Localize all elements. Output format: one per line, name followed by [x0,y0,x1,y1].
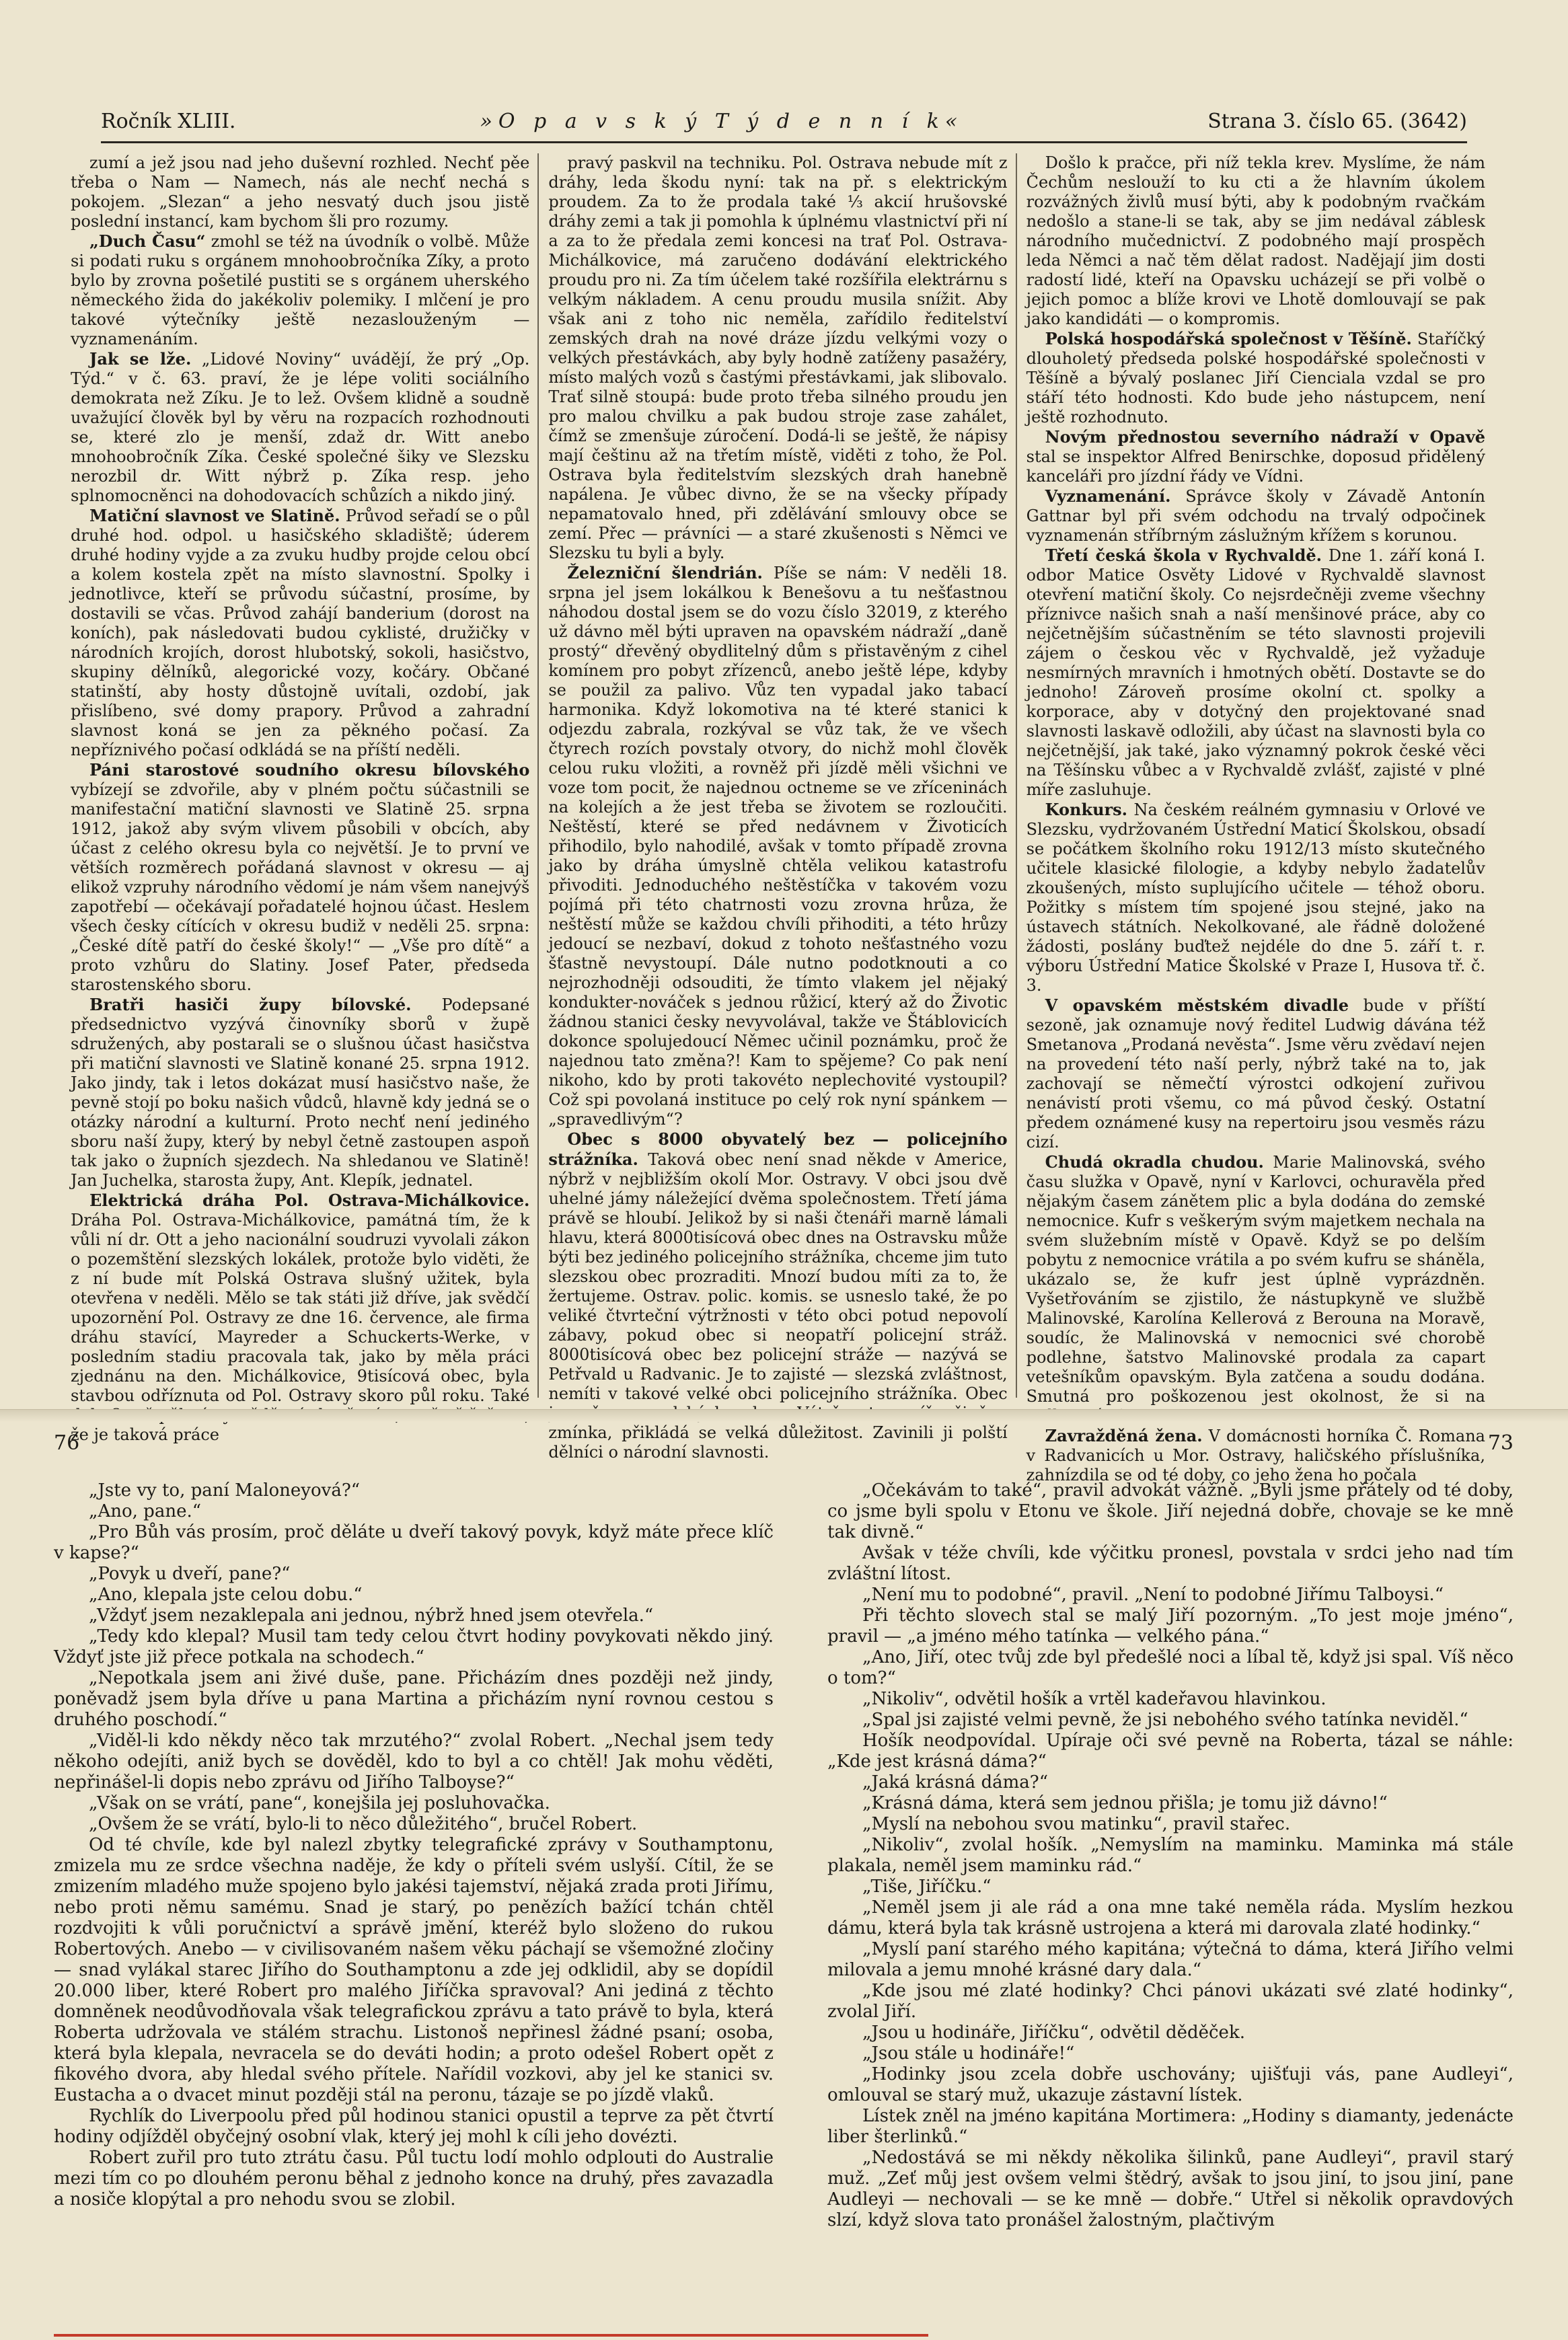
newspaper-title: »O p a v s k ý T ý d e n n í k« [480,109,964,133]
book-paragraph: „Tiše, Jiříčku.“ [862,1877,992,1897]
book-paragraph: „Není mu to podobné“, pravil. „Není to podobné Jiřímu Talboysi.“ [862,1585,1444,1605]
book-paragraph: „Jaká krásná dáma?“ [862,1772,1048,1792]
article-text: zumí a jež jsou nad jeho duševní rozhled. Nechť pěe třeba o Nam — Namech, nás ale nechť nechá s pokojem. „Slezan“ a jeho nesvatý duch jsou jistě poslední instancí, kam bychom šli pro rozumy. [71,153,530,231]
article-paragraph [1026,1152,1485,1426]
article-paragraph [1026,800,1485,995]
book-paragraph: „Myslí paní starého mého kapitána; výtečná to dáma, která Jiřího velmi milovala a jemu mnohé krásné dary dala.“ [827,1939,1514,1980]
book-paragraph: Hošík neodpovídal. Upíraje oči své pevně na Roberta, tázal se náhle: „Kde jest krásná dáma?“ [827,1731,1514,1772]
article-paragraph [548,153,1007,563]
book-paragraph: „Ovšem že se vrátí, bylo-li to něco důležitého“, bručel Robert. [89,1814,638,1834]
column-3 [1026,153,1493,1484]
article-heading: Konkurs. [1045,800,1128,819]
article-paragraph [71,995,529,1191]
book-paragraph: „Kde jsou mé zlaté hodinky? Chci pánovi ukázati své zlaté hodinky“, zvolal Jiří. [827,1981,1514,2022]
book-page-right [827,1433,1514,2273]
article-heading: Novým přednostou severního nádraží v Opavě [1045,427,1485,447]
book-paragraph: „Nepotkala jsem ani živé duše, pane. Přicházím dnes později než jindy, poněvadž jsem byla dříve u pana Martina a přicházím nyní rovnou cestou s druhého poschodí.“ [54,1668,774,1730]
book-paragraph: „Jste vy to, paní Maloneyová?“ [89,1480,361,1501]
article-heading: Matiční slavnost ve Slatině. [89,506,340,525]
book-paragraph: Avšak v téže chvíli, kde výčitku pronesl, povstala v srdci jeho nad tím zvláštní lítost. [827,1543,1514,1584]
article-text: Podepsané předsednictvo vyzývá činovníky sborů v župě sdružených, aby postarali se o slušnou účast hasičstva při matiční slavnosti ve Slatině konané 25. srpna 1912. Jako jindy, tak i letos dokázat musí hasičstvo naše, že pevně stojí po boku našich vůdců, hlavně kdy jedná se o otázky národní a kulturní. Proto nechť není jediného sboru naší župy, který by nebyl četně zastoupen aspoň tak jako o župních sjezdech. Na shledanou ve Slatině! Jan Juchelka, starosta župy, Ant. Klepík, jednatel. [71,995,530,1190]
book-paragraph: Od té chvíle, kde byl nalezl zbytky telegrafické zprávy v Southamptonu, zmizela mu ze srdce všechna naděje, že kdy o příteli svém uslyší. Cítil, že se zmizením mladého muže spojeno bylo jakési tajemství, nějaká zrada proti Jiřímu, nebo proti němu samému. Snad je starý, po penězích bažící tchán chtěl rozdvojiti k vůli poručnictví a správě jmění, kteréž bylo složeno do rukou Robertových. Anebo — v civilisovaném našem věku páchají se všemožné zločiny — snad vylákal starec Jiřího do Southamptonu a zde jej odklidil, aby se dopídil 20.000 liber, které Robert pro malého Jiříčka spravoval? Ani jediná z těchto domněnek neodůvodňovala však telegrafickou zprávu a tato právě to byla, která Roberta udržovala ve stálém strachu. Listonoš nepřinesl žádné psaní; osoba, která byla klepala, nevracela se do deváti hodin; a proto odešel Robert opět z fikového dvora, aby hledal svého přítele. Nařídil vozkovi, aby jel ke stanici sv. Eustacha a o dvacet minut později stál na peronu, tázaje se po jízdě vlaků. [54,1835,774,2105]
book-paragraph: Rychlík do Liverpoolu před půl hodinou stanici opustil a teprve za pět čtvrtí hodiny odjížděl obyčejný osobní vlak, který jej mohl k cíli jeho dovézti. [54,2106,774,2147]
book-paragraph: „Nedostává se mi někdy několika šilinků, pane Audleyi“, pravil starý muž. „Zeť můj jest ovšem velmi štědrý, avšak to jsou jiní, to jsou jiní, pane Audleyi — nechovali — se ke mně — dobře.“ Utřel si několik opravdových slzí, když slova tato pronášel žalostným, plačtivým [827,2148,1514,2230]
article-text: Píše se nám: V neděli 18. srpna jel jsem lokálkou k Benešovu a tu nešťastnou náhodou dostal jsem se do vozu číslo 32019, z kterého už dávno měl býti upraven na opavském nádraží „daně prostý“ dřevěný obydlitelný dům s přistavěným z cihel komínem pro pobyt zřízenců, anebo ještě lépe, kdyby se použil za palivo. Vůz ten vypadal jako tabací harmonika. Když lokomotiva na té které stanici k odjezdu zabrala, rozkýval se vůz tak, že ve všech čtyrech rozích povstaly otvory, do nichž mohl člověk celou ruku vložiti, a rovněž při jízdě měli všichni ve voze tom pocit, že najednou octneme se ve zříceninách na kolejích a že jest třeba se životem se rozloučiti. Neštěstí, které se před nedávnem v Životicích přihodilo, bylo nahodilé, avšak v tomto případě zrovna jako by dráha úmyslně chtěla velikou katastrofu přivoditi. Jednoduchého neštěstíčka v takovém vozu pojímá při této chatrnosti vozu zrovna hrůza, že neštěstí může se každou chvíli přihoditi, a této hrůzy jedoucí se nezbaví, dokud z tohoto nešťastného vozu šťastně nevystoupí. Dále nutno podotknouti a co nejrozhodněji odsouditi, že tímto vlakem jel nějaký kondukter-nováček s jednou růžicí, který až do Životic žádnou stanici česky nevyvolával, takže ve Štáblovicích dokonce spolujedoucí Němec učinil poznámku, proč že najednou tato změna?! Kam to spějeme? Co pak není nikoho, kdo by proti takovéto neplechovité vystoupil? Což spi povolaná instituce po celý rok nyní spánkem — „spravedlivým“? [548,564,1008,1129]
book-paragraph: „Krásná dáma, která sem jednou přišla; je tomu již dávno!“ [862,1793,1388,1813]
article-text: Na českém reálném gymnasiu v Orlové ve Slezsku, vydržovaném Ústřední Maticí Školskou, obsadí se počátkem školního roku 1912/13 místo skutečného učitele klasické filologie, a kdyby nebylo žadatelův zkoušených, místo suplujícího učitele — téhož oboru. Požitky s místem tím spojené jsou stejné, jako na ústavech státních. Nekolkované, ale řádně doložené žádosti, poslány buďtež nejdéle do dne 5. září t. r. výboru Ústřední Matice Školské v Praze I, Husova tř. č. 3. [1026,800,1485,995]
book-paragraph: „Myslí na nebohou svou matinku“, pravil stařec. [862,1814,1291,1834]
book-paragraph: „Hodinky jsou zcela dobře uschovány; ujišťuji vás, pane Audleyi“, omlouval se starý muž, ukazuje zástavní lístek. [827,2064,1514,2105]
article-paragraph [71,506,529,760]
article-heading: Obec s 8000 obyvatelý bez — policejního strážníka. [548,1129,1008,1169]
article-paragraph [71,760,529,995]
book-paragraph: Při těchto slovech stal se malý Jiří pozorným. „To jest moje jméno“, pravil — „a jméno mého tatínka — velkého pána.“ [827,1606,1514,1647]
book-paragraph: „Ano, Jiří, otec tvůj zde byl předešlé noci a líbal tě, když jsi spal. Víš něco o tom?“ [827,1647,1514,1688]
article-heading: Železniční šlendrián. [567,563,763,582]
article-text: Dne 1. září koná I. odbor Matice Osvěty Lidové v Rychvaldě slavnost otevření matiční školy. Co nejsrdečněji zveme všechny příznivce našich snah a naší menšinové práce, aby co nejčetnějším súčastněním se této slavnosti projevili zájem o českou věc v Rychvaldě, jež vyžaduje nesmírných mravních i hmotných obětí. Dostavte se do jednoho! Zároveň prosíme okolní ct. spolky a korporace, aby v dotyčný den projektované snad slavnosti laskavě odložili, aby účast na slavnosti byla co nejčetnější, jak také, jako významný pokrok české věci na Těšínsku vůbec a v Rychvaldě zvlášť, zajisté v plné míře zasluhuje. [1026,546,1485,799]
newspaper-columns [71,153,1493,1484]
book-paragraph: „Spal jsi zajisté velmi pevně, že jsi nebohého svého tatínka neviděl.“ [862,1710,1468,1730]
article-text: Taková obec není snad někde v Americe, nýbrž v nejbližším okolí Mor. Ostravy. V obci jsou dvě uhelné jámy náležející dvěma společnostem. Třetí jáma právě se hloubí. Jelikož by si naši čtenáři marně lámali hlavu, která 8000tisícová obec dnes na Ostravsku může býti bez jediného policejního strážníka, chceme jim tuto slezskou obec prozraditi. Mnozí budou míti za to, že žertujeme. Ostrav. polic. komis. se usneslo také, že po veliké čtvrteční výtržnosti v této obci potud nepovolí zábavy, pokud obec si neopatří policejní stráž. 8000tisícová obec bez policejní stráže — nazývá se Petřvald u Radvanic. Je to zajisté — slezská zvláštnost, nemíti v takové velké obci policejního strážníka. Obec zmínka, přikládá se velká důležitost. Zavinili ji polští dělníci o národní slavnosti. [548,1150,1008,1462]
book-page-number-right: 73 [1487,1431,1514,1455]
article-paragraph [548,563,1007,1129]
book-paragraph: „Vždyť jsem nezaklepala ani jednou, nýbrž hned jsem otevřela.“ [89,1606,654,1626]
article-text: Staříčký dlouholetý předseda polské hospodářské společnosti v Těšíně a bývalý poslanec Jiří Cienciala vzdal se pro stáří této hodnosti. Kdo bude jeho nástupcem, není ještě rozhodnuto. [1026,330,1485,426]
book-page-left [54,1433,774,2273]
article-heading: Polská hospodářská společnost v Těšíně. [1045,329,1412,348]
article-paragraph [71,153,529,231]
article-text: Správce školy v Závadě Antonín Gattnar byl při svém odchodu na trvalý odpočinek vyznamenán stříbrným záslužným křížem s korunou. [1026,487,1485,545]
article-paragraph [1026,329,1485,427]
book-paragraph: „Jsou stále u hodináře!“ [862,2043,1075,2064]
book-paragraph: „Očekávám to také“, pravil advokát vážně. „Byli jsme přátely od té doby, co jsme byli spolu v Etonu ve škole. Jiří nejedná dobře, chovaje se ke mně tak divně.“ [827,1480,1514,1542]
article-text: vybízejí se zdvořile, aby v plném počtu súčastnili se manifestační matiční slavnosti ve Slatině 25. srpna 1912, jakož aby svým vlivem působili v obcích, aby účast z celého okresu byla co největší. Je to první ve větších rozměrech pořádaná slavnost v okresu — aj elikož vzpruhy národního vědomí je nám všem nanejvýš zapotřebí — očekávají pořadatelé hojnou účast. Heslem všech česky cítících v okresu budiž v neděli 25. srpna: „České dítě patří do české školy!“ — „Vše pro dítě“ a proto vzhůru do Slatiny. Josef Pater, předseda starostenského sboru. [71,780,530,994]
book-page-number-left: 76 [54,1431,80,1455]
book-paragraph: „Pro Bůh vás prosím, proč děláte u dveří takový povyk, když máte přece klíč v kapse?“ [54,1522,774,1563]
book-paragraph: „Viděl-li kdo někdy něco tak mrzutého?“ zvolal Robert. „Nechal jsem tedy někoho odejíti, aniž bych se dověděl, kdo to byl a co chtěl! Jak mohu věděti, nepřinášel-li dopis nebo zprávu od Jiřího Talboyse?“ [54,1731,774,1792]
article-heading: Páni starostové soudního okresu bílovského [89,760,530,780]
book-paragraph: „Ano, pane.“ [89,1501,202,1521]
book-paragraph: „Tedy kdo klepal? Musil tam tedy celou čtvrt hodiny povykovati někdo jiný. Vždyť jste již přece potkala na schodech.“ [54,1626,774,1667]
article-text: stal se inspektor Alfred Benirschke, doposud přidělený kanceláři pro jízdní řády ve Vídni. [1026,447,1485,486]
article-heading: „Duch Času“ [89,231,206,251]
article-paragraph [1026,545,1485,800]
newspaper-header [101,101,1467,143]
article-paragraph [1026,427,1485,486]
book-paragraph: „Ano, klepala jste celou dobu.“ [89,1585,363,1605]
article-heading: Elektrická dráha Pol. Ostrava-Michálkovice. [89,1191,530,1210]
article-heading: Vyznamenání. [1045,486,1171,506]
article-paragraph [1026,995,1485,1152]
article-paragraph [71,231,529,349]
article-heading: Jak se lže. [89,349,192,369]
book-paragraph: „Však on se vrátí, pane“, konejšila jej posluhovačka. [89,1793,550,1813]
book-paragraph: Lístek zněl na jméno kapitána Mortimera: „Hodiny s diamanty, jedenácte liber šterlinků.“ [827,2106,1514,2147]
article-paragraph [1026,153,1485,329]
book-paragraph: „Nikoliv“, zvolal hošík. „Nemyslím na maminku. Maminka má stále plakala, neměl jsem maminku rád.“ [827,1835,1514,1876]
page-number-label: Strana 3. číslo 65. (3642) [1207,109,1467,133]
article-text: V domácnosti horníka Č. Romana v Radvanicích u Mor. Ostravy, haličského příslušníka, zahnízdila se od té doby, co jeho žena ho počala [1026,1427,1485,1484]
book-paragraph: „Povyk u dveří, pane?“ [89,1564,291,1584]
book-paragraph: „Jsou u hodináře, Jiříčku“, odvětil děděček. [862,2023,1245,2043]
article-heading: Bratři hasiči župy bílovské. [89,995,412,1014]
article-text: bude v příští sezoně, jak oznamuje nový ředitel Ludwig dávána též Smetanova „Prodaná nevěsta“. Jsme věru zvědaví nejen na provedení této naší perly, nýbrž také na to, jak zachovají se němečtí výrostci odkojení zuřivou nenávistí proti všemu, co má původ český. Ostatní předem oznámené kusy na repertoiru jsou vesměs rázu cizí. [1026,996,1485,1152]
article-text: Dráha Pol. Ostrava-Michálkovice, památná tím, že k vůli ní dr. Ott a jeho nacionální soudruzi vyvolali zákon o pozemštění slezských lokálek, protože bylo viděti, že z ní bude mít Polská Ostrava slušný užitek, byla otevřena v neděli. Mělo se tak státi již dříve, jak svědčí upozornění Pol. Ostravy ze dne 16. července, ale firma dráhu stavící, Mayreder a Schuckerts-Werke, v posledním stadiu pracovala tak, jako by měla práci zjednánu na den. Michálkovice, 9tisícová obec, byla stavbou odříznuta od Pol. Ostravy skoro půl roku. Také že je taková práce [71,1211,530,1444]
book-paragraph: Robert zuřil pro tuto ztrátu času. Půl tuctu lodí mohlo odplouti do Australie mezi tím co po dlouhém peronu běhal z jednoho konce na druhý, přes zavazadla a nosiče klopýtal a pro nehodu svou se zlobil. [54,2148,774,2210]
page-fold [0,1409,1568,1422]
book-paragraph: „Neměl jsem ji ale rád a ona mne také neměla ráda. Myslím hezkou dámu, která byla tak krásně ustrojena a která mi darovala zlaté hodinky.“ [827,1897,1514,1938]
volume-label: Ročník XLIII. [101,109,236,133]
column-2 [548,153,1016,1462]
article-text: „Lidové Noviny“ uvádějí, že prý „Op. Týd.“ v č. 63. praví, že je lépe voliti sociálního demokrata než Zíku. Je to lež. Ovšem klidně a soudně uvažující člověk byl by věru na rozpacích rozhodnouti se, které zlo je menší, zdaž dr. Witt anebo mnohoobročník Zíka. České společné šiky ve Slezsku nerozbil dr. Witt nýbrž p. Zíka resp. jeho splnomocněnci na dohodovacích schůzích a nikdo jiný. [71,350,530,505]
article-heading: Chudá okradla chudou. [1045,1152,1264,1172]
red-edge-mark [54,2334,928,2337]
column-1 [71,153,539,1444]
article-heading: Zavražděná žena. [1045,1426,1203,1445]
article-text: pravý paskvil na techniku. Pol. Ostrava nebude mít z dráhy, leda škodu nyní: tak na př. s elektrickým proudem. Za to že prodala také ⅓ akcií hrušovské dráhy zemi a tak ji pomohla k úplnému vlastnictví při ní a za to že předala zemi koncesi na trať Pol. Ostrava-Michálkovice, má zaručeno dodávání elektrického proudu pro ni. Za tím účelem také rozšířila elektrárnu s velkým nákladem. A cenu proudu musila snížit. Aby však ani z toho nic neměla, zařídilo ředitelství zemských drah na nové dráze jízdu velkými vozy o velkých přestávkách, aby byly hodně zatíženy pasažéry, místo malých vozů s častými přestávkami, jak slibovalo. Trať silně stoupá: bude proto třeba silného proudu jen pro malou chvilku a pak budou stroje zase zahálet, čímž se zmenšuje zúročení. Dodá-li se ještě, že nápisy mají češtinu až na třetím místě, viděti z toho, že Pol. Ostrava byla ředitelstvím slezských drah hanebně napálena. Je vůbec divno, že se na všecky případy nepamatovalo hned, při zdělávání smlouvy obce se zemí. Přec — právníci — a staré zkušenosti s Němci ve Slezsku tu byli a byly. [548,153,1008,562]
article-heading: V opavském městském divadle [1045,995,1349,1015]
article-paragraph [71,1191,529,1445]
article-paragraph [71,349,529,506]
article-heading: Třetí česká škola v Rychvaldě. [1045,545,1322,565]
article-text: Průvod seřadí se o půl druhé hod. odpol. u hasičského skladiště; úderem druhé hodiny vyjde a za zvuku hudby projde celou obcí a kolem kostela zpět na místo slavnostní. Spolky i jednotlivce, kteří se průvodu súčastní, prosíme, by dostavili se včas. Průvod zahájí banderium (dorost na koních), pak následovati budou cyklisté, družičky v národních krojích, dorost hlubotský, sokoli, hasičstvo, skupiny dělníků, alegorické vozy, kočáry. Občané statinští, aby hosty důstojně uvítali, ozdobí, jak přislíbeno, své domy prapory. Průvod a zahradní slavnost koná se jen za pěkného počasí. Za nepříznivého počasí odkládá se na příští neděli. [71,506,530,759]
article-text: zmohl se též na úvodník o volbě. Může si podati ruku s orgánem mnohoobročníka Zíky, a proto bylo by zrovna pošetilé pustiti se s orgánem uherského německého žida do jakékoliv polemiky. I mlčení je pro takové výtečníky ještě nezaslouženým — vyznamenáním. [71,232,530,348]
book-paragraph: „Nikoliv“, odvětil hošík a vrtěl kadeřavou hlavinkou. [862,1689,1327,1709]
article-text: Došlo k pračce, při níž tekla krev. Myslíme, že nám Čechům neslouží to ku cti a že hlavním úkolem rozvážných živlů musí býti, aby k podobným rvačkám nedošlo a stane-li se tak, aby se jim nedával záblesk národního mučednictví. Z podobného mají prospěch leda Němci a nač těm dělat radost. Nadějají jim dosti radostí lidé, kteří na Opavsku ucházejí se při volbě o jejich pomoc a blíže krovi ve Lhotě domlouvají se pak jako kandidáti — o kompromis. [1026,153,1485,328]
article-text: Marie Malinovská, svého času služka v Opavě, nyní v Karlovci, ochuravěla před nějakým časem zánětem plic a byla dodána do zemské nemocnice. Kufr s veškerým svým majetkem nechala na svém služebním místě v Opavě. Když se po delším pobytu z nemocnice vrátila a po svém kufru se sháněla, ukázalo se, že kufr jest úplně vyprázdněn. Vyšetřováním se zjistilo, že nástupkyně ve službě Malinovské, Karolína Kellerová z Berouna na Moravě, soudíc, že Malinovská v nemocnici své chorobě podlehne, šatstvo Malinovské prodala za capart vetešníkům opavským. Byla zatčena a soudu dodána. Smutná pro poškozenou jest okolnost, že si na [1026,1153,1485,1406]
article-paragraph [1026,486,1485,545]
